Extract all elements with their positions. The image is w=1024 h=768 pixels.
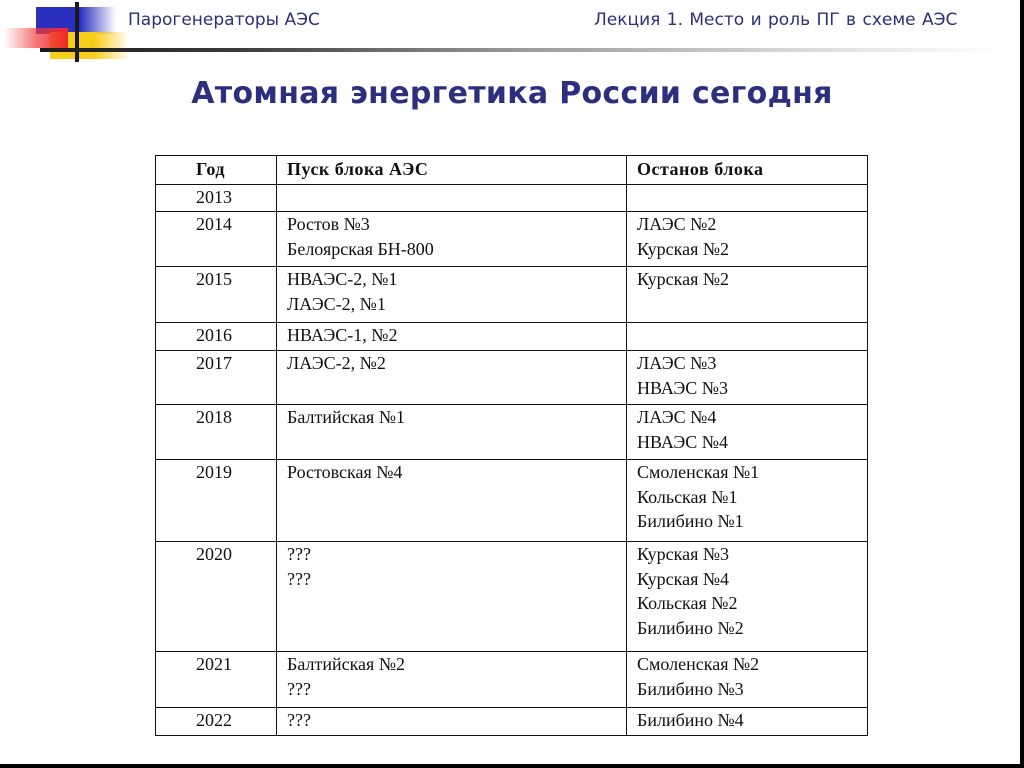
cell-stop — [627, 405, 868, 460]
cell-start — [277, 708, 627, 736]
column-header-start: Пуск блока АЭС — [277, 156, 627, 185]
cell-start — [277, 351, 627, 405]
unit-shutdown-entry: Билибино №4 — [637, 710, 744, 730]
unit-shutdown-entry: Курская №4 — [637, 568, 730, 589]
cell-start — [277, 405, 627, 460]
cell-start — [277, 212, 627, 267]
unit-launch-entry: Белоярская БН-800 — [287, 238, 434, 259]
cell-stop — [627, 708, 868, 736]
table-row — [156, 185, 868, 212]
unit-shutdown-entry: Билибино №2 — [637, 617, 744, 638]
table-row — [156, 405, 868, 460]
npp-units-table — [155, 155, 868, 736]
unit-shutdown-entry: Смоленская №2 — [637, 654, 760, 674]
cell-start — [277, 323, 627, 351]
unit-shutdown-entry: Кольская №1 — [637, 486, 738, 507]
mondrian-blocks-logo-icon — [0, 0, 130, 64]
cell-year: 2016 — [156, 323, 277, 351]
unit-shutdown-entry: ЛАЭС №2 — [637, 214, 717, 234]
column-header-year: Год — [156, 156, 277, 185]
unit-launch-entry: ??? — [287, 710, 311, 730]
cell-year: 2013 — [156, 185, 277, 212]
cell-year: 2020 — [156, 542, 277, 652]
unit-launch-entry: ЛАЭС-2, №1 — [287, 293, 386, 314]
cell-stop — [627, 323, 868, 351]
logo-red-bar — [4, 28, 68, 48]
unit-shutdown-entry: Кольская №2 — [637, 593, 738, 613]
table-header-row — [156, 156, 868, 185]
table-row — [156, 708, 868, 736]
table-row — [156, 652, 868, 708]
lecture-title: Лекция 1. Место и роль ПГ в схеме АЭС — [594, 10, 958, 30]
unit-launch-entry: Балтийская №1 — [287, 407, 406, 427]
cell-stop — [627, 185, 868, 212]
cell-stop — [627, 652, 868, 708]
unit-shutdown-entry: НВАЭС №4 — [637, 431, 728, 452]
header-divider — [40, 48, 1000, 52]
cell-year: 2018 — [156, 405, 277, 460]
frame-edge-bottom — [0, 764, 1024, 768]
unit-launch-entry: Балтийская №2 — [287, 654, 406, 674]
unit-launch-entry: ??? — [287, 678, 311, 699]
unit-launch-entry: ЛАЭС-2, №2 — [287, 353, 386, 373]
cell-stop — [627, 267, 868, 323]
cell-year: 2017 — [156, 351, 277, 405]
cell-start — [277, 652, 627, 708]
cell-stop — [627, 212, 868, 267]
table-row — [156, 460, 868, 542]
table-row — [156, 351, 868, 405]
unit-launch-entry: НВАЭС-1, №2 — [287, 325, 398, 345]
cell-year: 2021 — [156, 652, 277, 708]
unit-shutdown-entry: Курская №3 — [637, 544, 730, 564]
unit-shutdown-entry: Курская №2 — [637, 269, 730, 289]
cell-year: 2022 — [156, 708, 277, 736]
cell-start — [277, 267, 627, 323]
unit-shutdown-entry: Курская №2 — [637, 238, 730, 259]
unit-shutdown-entry: НВАЭС №3 — [637, 377, 728, 398]
frame-edge-right — [1020, 0, 1024, 768]
column-header-stop: Останов блока — [627, 156, 868, 185]
table-row — [156, 542, 868, 652]
cell-stop — [627, 351, 868, 405]
logo-vertical-line — [75, 2, 79, 62]
unit-launch-entry: Ростов №3 — [287, 214, 370, 234]
unit-launch-entry: ??? — [287, 568, 311, 589]
unit-shutdown-entry: Билибино №1 — [637, 511, 744, 531]
unit-launch-entry: НВАЭС-2, №1 — [287, 269, 398, 289]
cell-stop — [627, 460, 868, 542]
cell-start — [277, 185, 627, 212]
unit-shutdown-entry: ЛАЭС №4 — [637, 407, 717, 427]
slide-title: Атомная энергетика России сегодня — [191, 76, 833, 111]
table-row — [156, 323, 868, 351]
cell-year: 2015 — [156, 267, 277, 323]
unit-shutdown-entry: ЛАЭС №3 — [637, 353, 717, 373]
cell-start — [277, 542, 627, 652]
cell-year: 2014 — [156, 212, 277, 267]
table-row — [156, 212, 868, 267]
course-title: Парогенераторы АЭС — [128, 10, 320, 30]
unit-launch-entry: Ростовская №4 — [287, 462, 403, 482]
cell-start — [277, 460, 627, 542]
unit-shutdown-entry: Смоленская №1 — [637, 462, 760, 482]
unit-shutdown-entry: Билибино №3 — [637, 678, 744, 699]
cell-stop — [627, 542, 868, 652]
table-row — [156, 267, 868, 323]
cell-year: 2019 — [156, 460, 277, 542]
unit-launch-entry: ??? — [287, 544, 311, 564]
